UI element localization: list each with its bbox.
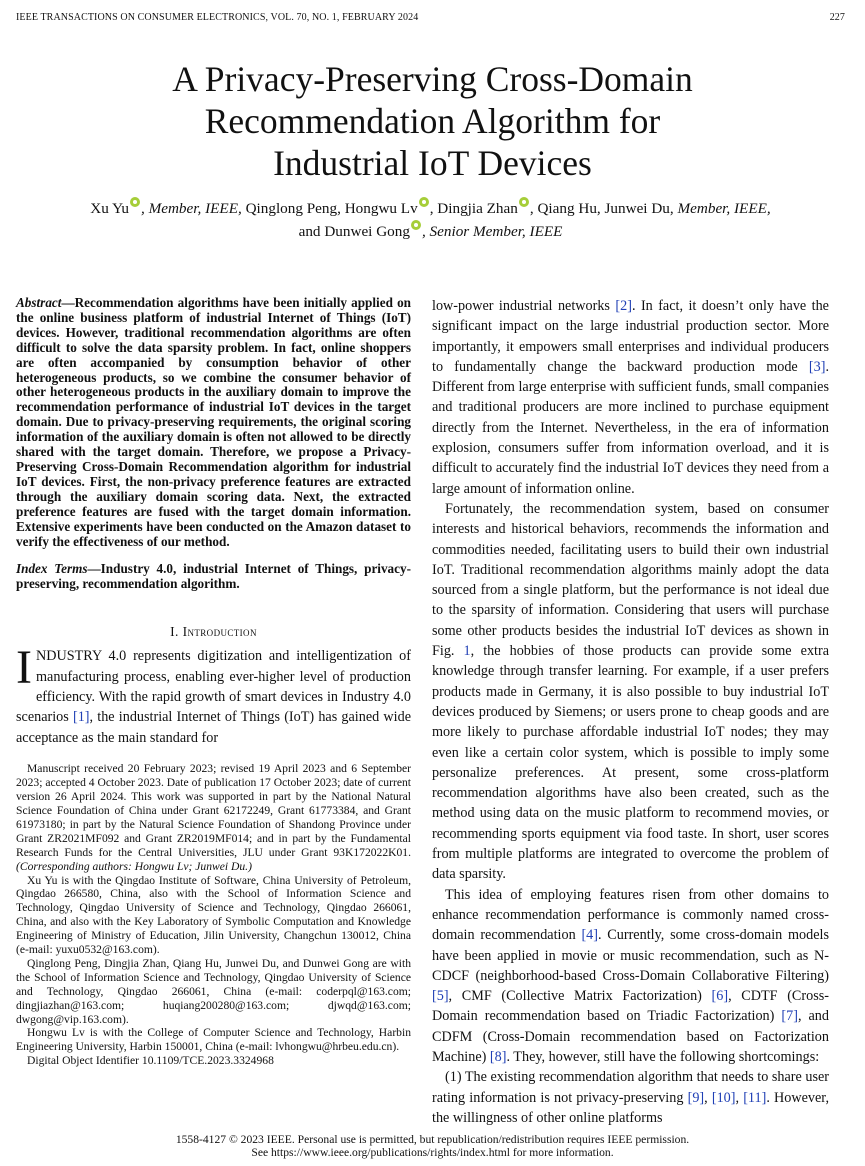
orcid-icon[interactable] [419,197,429,207]
doi: Digital Object Identifier 10.1109/TCE.2023.3324968 [27,1054,274,1068]
drop-cap: I [16,641,32,695]
citation-link[interactable]: [6] [711,988,729,1005]
title-line-1: A Privacy-Preserving Cross-Domain [172,59,693,99]
intro-paragraph: INDUSTRY 4.0 represents digitization and intelligentization of manufacturing process, enabling ever-higher level of production efficiency. With the rapid growth of smart devices in Industry 4.0 scenarios [1], the industrial Internet of Things (IoT) has gained wide acceptance as the main standard for [16,641,411,746]
footnotes [16,762,411,1068]
author-role: Member, IEEE, [673,200,771,217]
title-line-2: Recommendation Algorithm for [204,101,661,141]
author-line-2 [18,220,843,243]
rights-line: See https://www.ieee.org/publications/rights/index.html for more information. [251,1146,614,1159]
author-name: Qinglong Peng, Hongwu Lv [241,200,418,217]
footnote-manuscript: Manuscript received 20 February 2023; revised 19 April 2023 and 6 September 2023; accepted 4 October 2023. Date of publication 17 October 2023; date of current version 26 April 2024. This work was supported in part by the National Natural Science Foundation of China under Grant 62172249, Grant 61773384, and Grant 61973180; in part by the Natural Science Foundation of Shandong Province under Grant ZR2021MF092 and Grant ZR2019MF014; and in part by the Fundamental Research Funds for the Central Universities, JLU under Grant 93K172022K01. (Corresponding authors: Hongwu Lv; Junwei Du.) [16,762,411,873]
author-name: and Dunwei Gong [298,223,410,240]
author-name: , Qiang Hu, Junwei Du, [529,200,674,217]
footnote-affiliation: Xu Yu is with the Qingdao Institute of Software, China University of Petroleum, Qingdao 266580, China, also with the School of Information Science and Technology, Qingdao University of Science and Technology, Qingdao 266061, China, and also with the Key Laboratory of Symbolic Computation and Knowledge Engineering of Ministry of Education, Jilin University, Changchun 130012, China (e-mail: yuxu0532@163.com). [16,873,411,957]
body-paragraph: Fortunately, the recommendation system, based on consumer interests and historical behaviors, recommends the information and commodities needed, facilitating users to build their own industrial IoT. Traditional recommendation algorithms mainly adopt the data sourced from a single platform, but the performance is not ideal due to the sparsity of information. Considering that users will purchase some other products besides the industrial IoT devices as shown in Fig. 1, the hobbies of those products can provide some extra knowledge through transfer learning. For example, if a user prefers products made in Germany, it is also possible to buy industrial IoT devices produced by Siemens; or users prone to cheap goods and are more likely to purchase affordable industrial IoT nodes; they may even like a certain color system, which is possible to imply some personalize preferences. At present, some cross-platform recommendation algorithms have also been created, such as the method using data on the music platform to recommend movies, or recommending sports equipment via food taste. In short, user scores from multiple platforms are integrated to overcome the problem of data sparsity. [432,500,830,883]
author-list [18,197,843,243]
section-heading: I. Introduction [170,624,257,640]
figure-link[interactable]: 1 [463,643,471,660]
right-column [432,296,829,1128]
orcid-icon[interactable] [411,220,421,230]
citation-link[interactable]: [8] [489,1048,507,1065]
abstract [16,296,411,549]
author-role: , Member, IEEE, [140,200,242,217]
corresponding-authors: (Corresponding authors: Hongwu Lv; Junwei Du.) [16,859,252,873]
copyright-footer [0,1133,865,1159]
body-paragraph: This idea of employing features risen from other domains to enhance recommendation performance is commonly named cross-domain recommendation [4]. Currently, some cross-domain models have been applied in movie or music recommendation, such as N-CDCF (neighborhood-based Cross-Domain Collaborative Filtering) [5], CMF (Collective Matrix Factorization) [6], CDTF (Cross-Domain recommendation based on Triadic Factorization) [7], and CDFM (Cross-Domain recommendation based on Factorization Machine) [8]. They, however, still have the following shortcomings: [432,886,829,1065]
title-line-3: Industrial IoT Devices [273,143,592,183]
body-paragraph: low-power industrial networks [2]. In fact, it doesn’t only have the significant impact on the large industrial production sector. More importantly, it empowers small enterprises and individual producers to fundamentally change the backward production mode [3]. Different from large enterprise with sufficient funds, small companies and traditional producers are more inclined to purchase equipment directly from the Internet. Nevertheless, in the era of information explosion, consumers suffer from information overload, and it is difficult to accurately find the industrial IoT devices they need from a large amount of information online. [432,298,829,497]
citation-link[interactable]: [10] [711,1089,736,1106]
page-number: 227 [829,12,845,23]
citation-link[interactable]: [7] [781,1008,798,1025]
author-line-1 [18,197,843,220]
copyright-line: 1558-4127 © 2023 IEEE. Personal use is permitted, but republication/redistribution requires IEEE permission. [175,1133,690,1146]
running-head [16,12,845,23]
citation-link[interactable]: [2] [615,298,632,314]
orcid-icon[interactable] [130,197,140,207]
footnote-affiliation: Qinglong Peng, Dingjia Zhan, Qiang Hu, Junwei Du, and Dunwei Gong are with the School of Information Science and Technology, Qingdao University of Science and Technology, Qingdao 266061, China (e-mail: coderpql@163.com; dingjiazhan@163.com; huqiang200280@163.com; djwqd@163.com; dwgong@vip.163.com). [16,956,411,1026]
citation-link[interactable]: [3] [808,358,826,375]
citation-link[interactable]: [1] [72,709,90,726]
abstract-text: —Recommendation algorithms have been initially applied on the online business platform of industrial Internet of Things (IoT) devices. However, traditional recommendation algorithms are often difficult to solve the data sparsity problem. In fact, online shoppers are often accompanied by consumption behavior of other heterogeneous products, so we combine the consumer behavior of other heterogeneous products in the auxiliary domain to improve the recommendation performance of industrial IoT devices in the target domain. Due to privacy-preserving requirements, the original scoring information of the auxiliary domain is often not allowed to be directly shared with the target domain. Therefore, we propose a Privacy-Preserving Cross-Domain Recommendation algorithm for industrial IoT devices. First, the non-privacy preference features are extracted through the auxiliary domain scoring data. Next, the extracted preference features are fused with the target domain information. Extensive experiments have been conducted on the Amazon dataset to verify the effectiveness of our method. [16,295,411,549]
citation-link[interactable]: [11] [743,1089,767,1106]
index-terms-label: Index Terms [16,561,88,577]
left-column [16,296,411,1068]
footnote-affiliation: Hongwu Lv is with the College of Computer Science and Technology, Harbin Engineering University, Harbin 150001, China (e-mail: lvhongwu@hrbeu.edu.cn). [16,1026,411,1054]
index-terms-text: —Industry 4.0, industrial Internet of Things, privacy-preserving, recommendation algorithm. [16,561,411,592]
abstract-label: Abstract [16,295,62,310]
paper-title [60,58,805,184]
author-role: , Senior Member, IEEE [421,223,563,240]
citation-link[interactable]: [9] [687,1089,705,1106]
author-name: Xu Yu [90,200,129,217]
journal-name: IEEE TRANSACTIONS ON CONSUMER ELECTRONICS, VOL. 70, NO. 1, FEBRUARY 2024 [16,12,419,23]
orcid-icon[interactable] [519,197,529,207]
author-name: , Dingjia Zhan [429,200,518,217]
citation-link[interactable]: [4] [581,927,598,944]
index-terms [16,562,411,592]
citation-link[interactable]: [5] [432,988,449,1005]
body-paragraph: (1) The existing recommendation algorithm that needs to share user rating information is not privacy-preserving [9], [10], [11]. However, the willingness of other online platforms [432,1069,829,1126]
